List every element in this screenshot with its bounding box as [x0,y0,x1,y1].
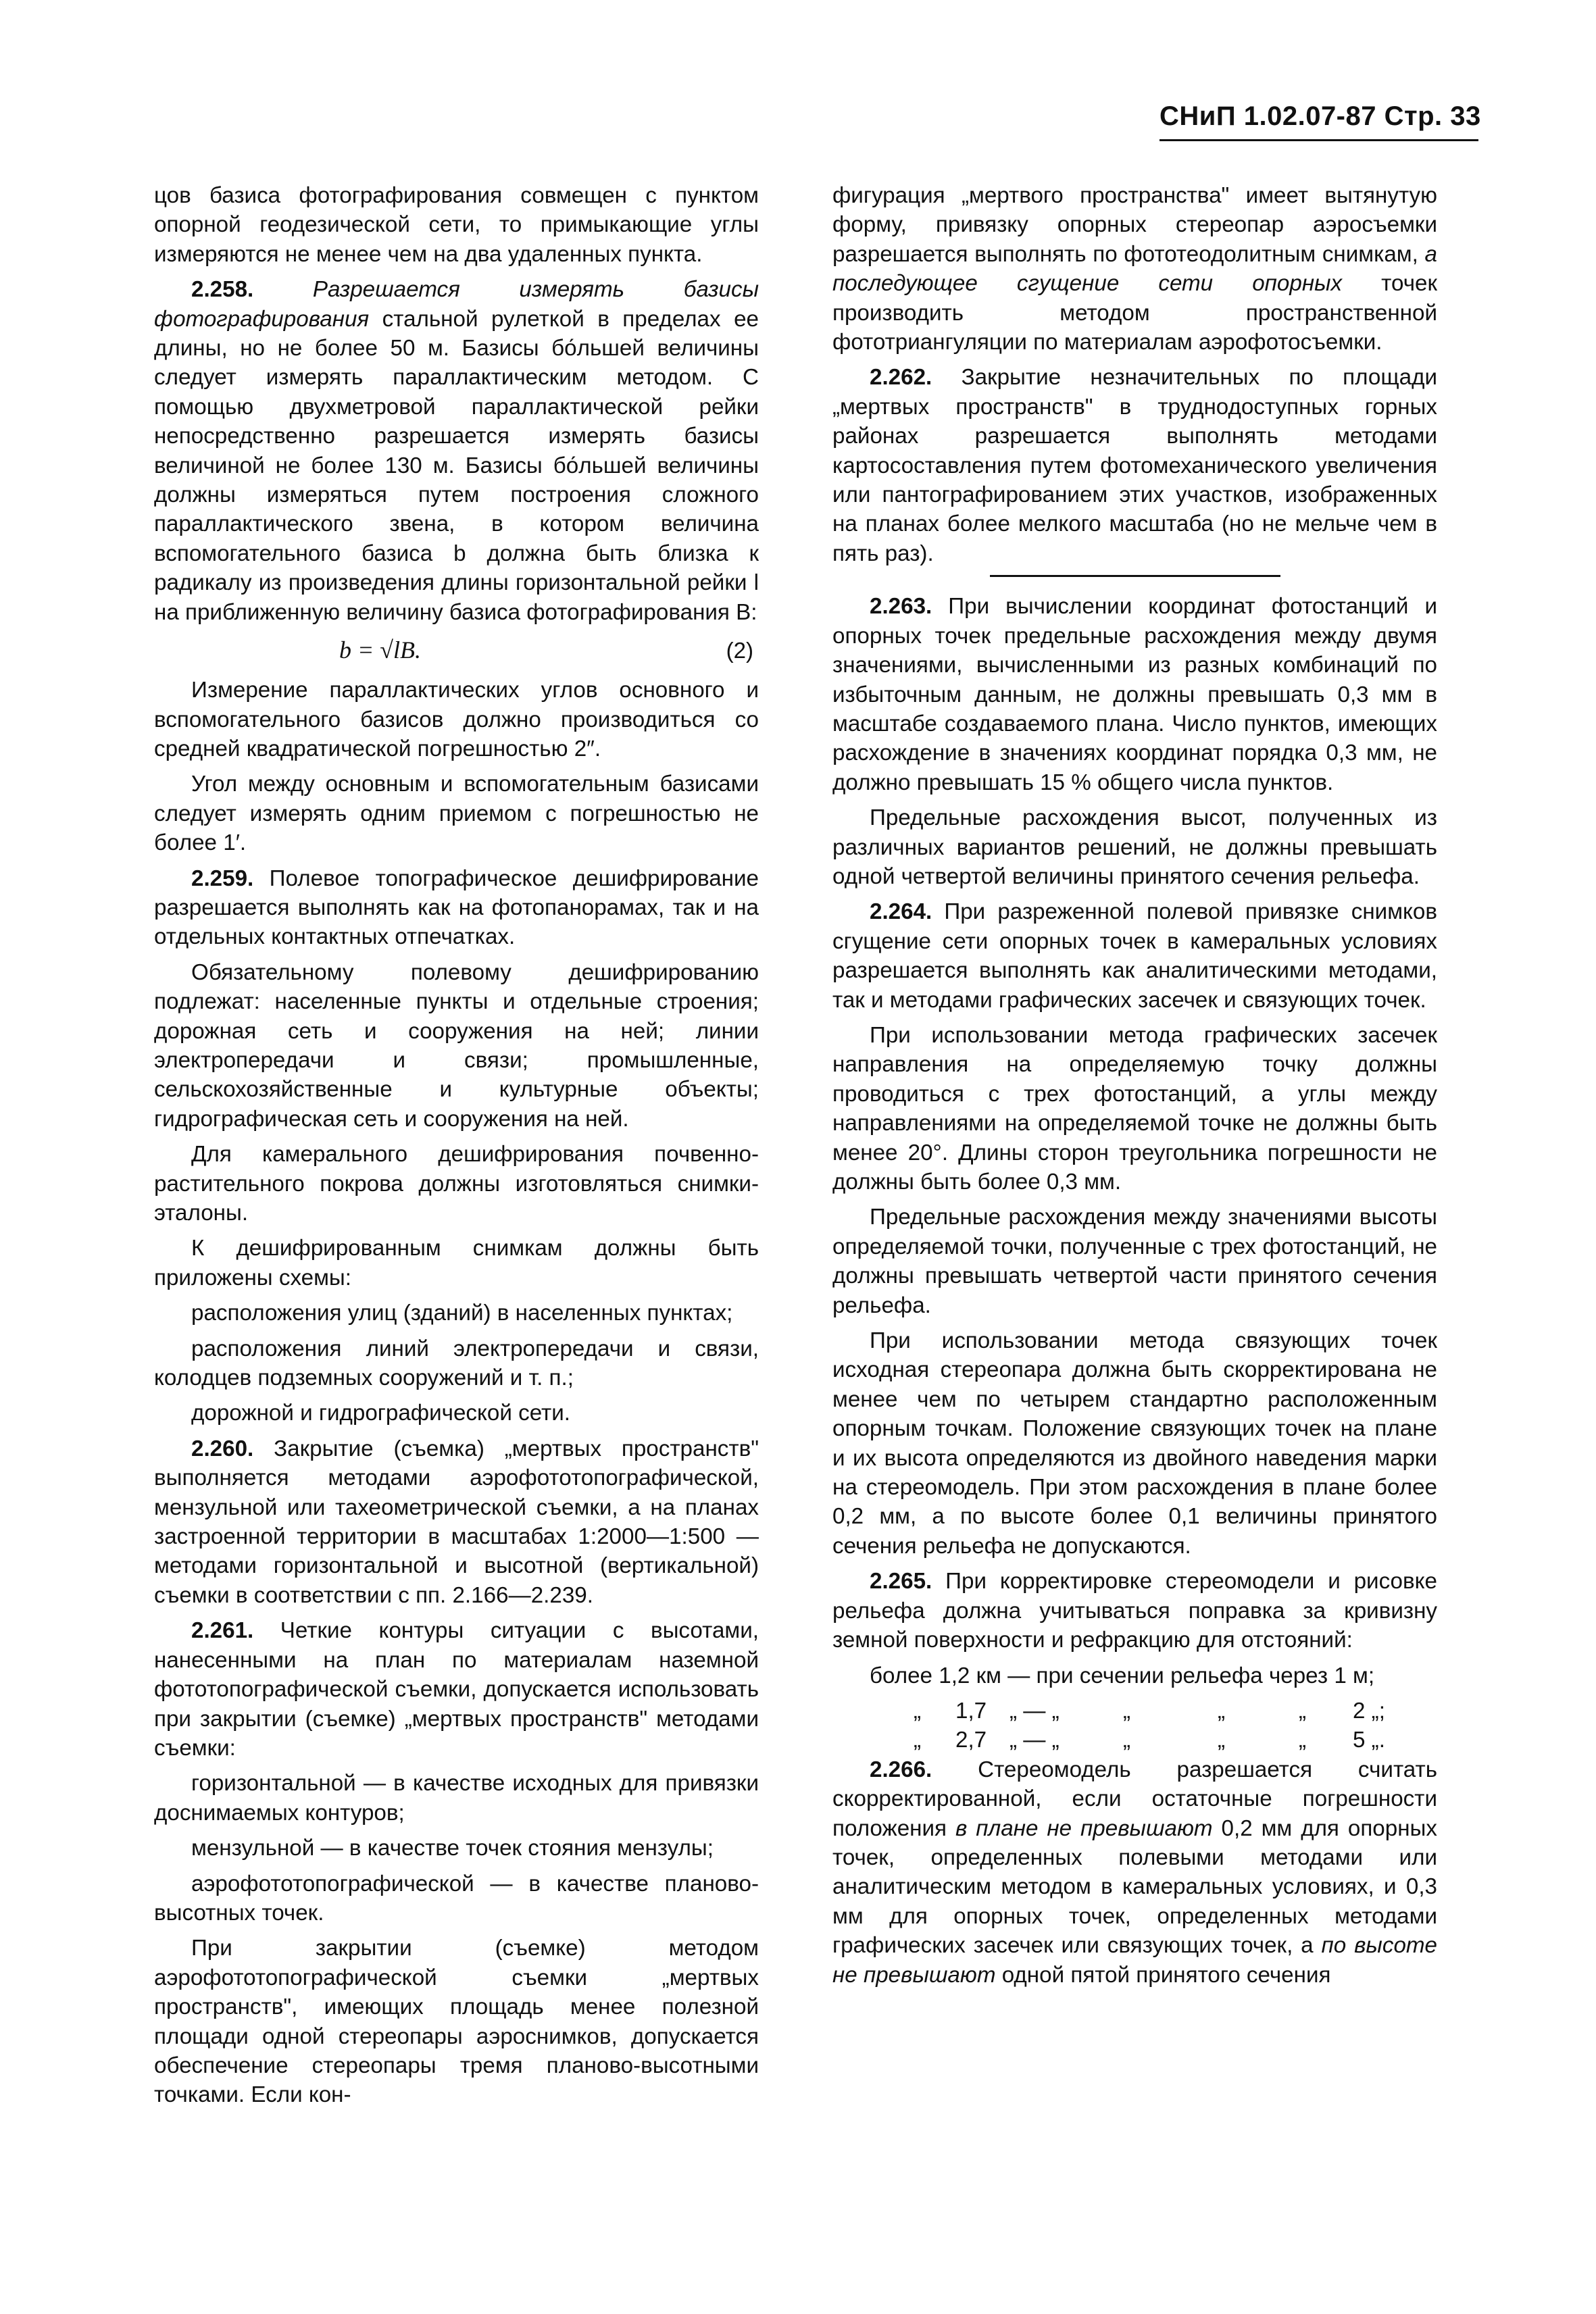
formula-expression: b = √lB. [339,636,422,664]
right-column [832,181,1437,1996]
paragraph: Предельные расхождения высот, полученных из различных вариантов решений, не должны превышать одной четвертой величины принятого сечения рельефа. [832,805,1437,889]
paragraph-text: стальной рулеткой в пределах ее длины, но не более 50 м. Базисы бо́льшей величины следует измерять параллактическим методом. С помощью двухметровой параллактической рейки непосредственно разрешается измерять базисы величиной не более 130 м. Базисы бо́льшей величины должны измеряться путем построения сложного параллактического звена, в котором величина вспомогательного базиса b должна быть близка к радикалу из произведения длины горизонтальной рейки l на приближенную величину базиса фотографирования B: [154,306,759,625]
paragraph: Для камерального дешифрирования почвенно-растительного покрова должны изготовляться снимки-эталоны. [154,1142,759,1226]
paragraph: Предельные расхождения между значениями высоты определяемой точки, полученные с трех фотостанций, не должны превышать четвертой части принятого сечения рельефа. [832,1205,1437,1318]
paragraph-2-261 [154,1616,759,1763]
paragraph-2-265 [832,1567,1437,1655]
section-divider [990,575,1280,577]
ditto-mark: „ [1123,1728,1131,1753]
paragraph: цов базиса фотографирования совмещен с пунктом опорной геодезической сети, то примыкающие углы измеряются не менее чем на два удаленных пункта. [154,183,759,267]
ditto-mark: „ [1299,1698,1307,1724]
list-item: мензульной — в качестве точек стояния мензулы; [191,1836,714,1861]
list-item: расположения улиц (зданий) в населенных пунктах; [191,1301,733,1326]
ditto-mark: „ [1218,1728,1226,1753]
paragraph-text: Полевое топографическое дешифрирование разрешается выполнять как на фотопанорамах, так и на отдельных контактных отпечатках. [154,865,759,950]
distance-value: 1,7 [955,1698,987,1724]
paragraph-text: Закрытие незначительных по площади „мертвых пространств" в труднодоступных горных районах разрешается выполнять методами картосоставления путем фотомеханического увеличения или пантографированием этих участков, изображенных на планах более мелкого масштаба (но не мельче чем в пять раз). [832,365,1437,566]
list-item: горизонтальной — в качестве исходных для привязки доснимаемых контуров; [154,1771,759,1826]
paragraph-text: точек производить методом пространственной фототриангуляции по материалам аэрофотосъемки. [832,271,1437,355]
paragraph: При использовании метода связующих точек исходная стереопара должна быть скорректирована не менее чем по четырем стандартно расположенным опорным точкам. Положение связующих точек на плане и их высота определяются из двойного наведения марки на стереомодель. При этом расхождения в плане более 0,2 мм, а по высоте более 0,1 величины принятого сечения рельефа не допускаются. [832,1328,1437,1559]
italic-text: а последующее сгущение сети опорных [832,241,1437,297]
distance-value: 2,7 [955,1728,987,1753]
paragraph-2-263 [832,592,1437,797]
paragraph-2-260 [154,1434,759,1610]
clause-number: 2.261. [191,1618,254,1644]
page-header: СНиП 1.02.07-87 Стр. 33 [1159,101,1481,131]
paragraph: Угол между основным и вспомогательным базисами следует измерять одним приемом с погрешностью не более 1′. [154,772,759,856]
ditto-mark: „ [1123,1698,1131,1724]
list-item: расположения линий электропередачи и связи, колодцев подземных сооружений и т. п.; [154,1336,759,1391]
clause-number: 2.264. [870,899,932,925]
header-rule [1159,139,1478,141]
paragraph-2-266 [832,1755,1437,1990]
paragraph [832,181,1437,357]
italic-text: по высоте не превышают [832,1933,1437,1988]
list-item: дорожной и гидрографической сети. [191,1401,571,1426]
paragraph-2-258 [154,275,759,627]
paragraph-text: одной пятой принятого сечения [995,1962,1331,1988]
paragraph-text: фигурация „мертвого пространства" имеет вытянутую форму, привязку опорных стереопар аэросъемки разрешается выполнять по фототеодолитным снимкам, [832,183,1437,267]
paragraph: При использовании метода графических засечек направления на определяемую точку должны проводиться с трех фотостанций, а углы между направлениями на определяемой точке не должны быть менее 20°. Длины сторон треугольника погрешности не должны быть более 0,3 мм. [832,1022,1437,1194]
distance-row-3 [832,1726,1437,1755]
ditto-mark: „ [1299,1728,1307,1753]
clause-number: 2.265. [870,1569,932,1594]
ditto-mark: „ — „ [1009,1728,1059,1753]
paragraph-text: При корректировке стереомодели и рисовке рельефа должна учитываться поправка за кривизну земной поверхности и рефракцию для отстояний: [832,1569,1437,1653]
clause-number: 2.259. [191,865,254,891]
clause-number: 2.260. [191,1436,254,1461]
clause-number: 2.266. [870,1757,932,1782]
clause-number: 2.262. [870,365,932,391]
distance-row-1: более 1,2 км — при сечении рельефа через 1 м; [870,1663,1375,1688]
italic-text: в плане не превышают [947,1815,1213,1841]
paragraph-text: Закрытие (съемка) „мертвых пространств" выполняется методами аэрофототопографической, мензульной или тахеометрической съемки, а на планах застроенной территории в масштабах 1:2000—1:500 — методами горизонтальной и высотной (вертикальной) съемки в соответствии с пп. 2.166—2.239. [154,1436,759,1608]
ditto-mark: „ [914,1698,922,1724]
clause-number: 2.263. [870,594,932,620]
paragraph-text: При вычислении координат фотостанций и опорных точек предельные расхождения между двумя значениями, вычисленными из разных комбинаций по избыточным данным, не должны превышать 0,3 мм в масштабе создаваемого плана. Число пунктов, имеющих расхождение в значениях координат порядка 0,3 мм, не должно превышать 15 % общего числа пунктов. [832,594,1437,795]
list-item: аэрофототопографической — в качестве планово-высотных точек. [154,1871,759,1926]
paragraph-2-259 [154,864,759,952]
italic-text: Разрешается измерять базисы фотографирования [154,277,759,332]
clause-number: 2.258. [191,277,254,303]
paragraph-text: Стереомодель разрешается считать скорректированной, если остаточные погрешности положения [832,1757,1437,1841]
paragraph-text: При разреженной полевой привязке снимков сгущение сети опорных точек в камеральных условиях разрешается выполнять как аналитическими методами, так и методами графических засечек и связующих точек. [832,899,1437,1013]
interval-value: 5 „. [1353,1728,1385,1753]
interval-value: 2 „; [1353,1698,1385,1724]
formula-number: (2) [726,638,753,663]
paragraph-text: 0,2 мм для опорных точек, определенных полевыми методами или аналитическим методом в камеральных условиях, и 0,3 мм для опорных точек, определенных методами графических засечек или связующих точек, а [832,1815,1437,1959]
ditto-mark: „ — „ [1009,1698,1059,1724]
left-column [154,181,759,2116]
paragraph-2-264 [832,897,1437,1015]
ditto-mark: „ [914,1728,922,1753]
formula-2 [154,633,759,670]
paragraph: Измерение параллактических углов основного и вспомогательного базисов должно производиться со средней квадратической погрешностью 2″. [154,678,759,761]
distance-row-2 [832,1696,1437,1726]
paragraph: К дешифрированным снимкам должны быть приложены схемы: [154,1236,759,1290]
ditto-mark: „ [1218,1698,1226,1724]
paragraph: При закрытии (съемке) методом аэрофототопографической съемки „мертвых пространств", имеющих площадь менее полезной площади одной стереопары аэроснимков, допускается обеспечение стереопары тремя планово-высотными точками. Если кон- [154,1936,759,2108]
paragraph-text: Четкие контуры ситуации с высотами, нанесенными на план по материалам наземной фототопографической съемки, допускается использовать при закрытии (съемке) „мертвых пространств" методами съемки: [154,1618,759,1761]
paragraph: Обязательному полевому дешифрированию подлежат: населенные пункты и отдельные строения; дорожная сеть и сооружения на ней; линии электропередачи и связи; промышленные, сельскохозяйственные и культурные объекты; гидрографическая сеть и сооружения на ней. [154,959,759,1132]
paragraph-2-262 [832,363,1437,568]
